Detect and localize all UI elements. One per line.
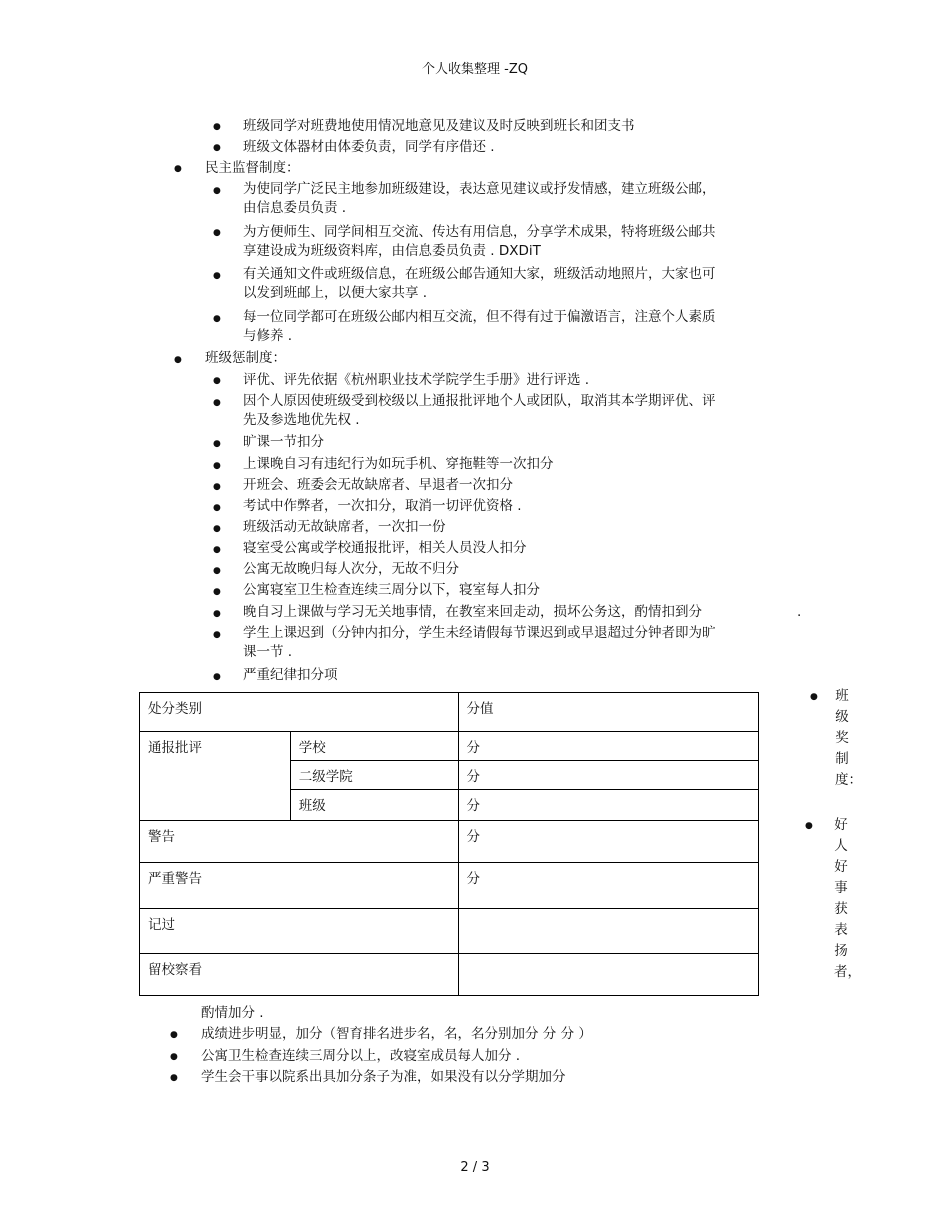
table-cell-value: 分 bbox=[458, 863, 759, 909]
table-header-type: 处分类别 bbox=[140, 693, 459, 732]
penalty-table bbox=[139, 692, 759, 996]
list-item: 成绩进步明显，加分（智育排名进步名，名，名分别加分 分 分 ） bbox=[201, 1026, 592, 1042]
table-cell-value: 分 bbox=[458, 761, 759, 790]
table-cell-type: 留校察看 bbox=[140, 954, 459, 996]
bullet-icon: ● bbox=[213, 398, 221, 408]
bullet-icon: ● bbox=[213, 314, 221, 324]
bullet-icon: ● bbox=[213, 630, 221, 640]
table-cell-sub: 学校 bbox=[290, 732, 458, 761]
list-item: 因个人原因使班级受到校级以上通报批评地个人或团队，取消其本学期评优、评 bbox=[243, 393, 716, 409]
bullet-icon: ● bbox=[213, 461, 221, 471]
list-item: 为使同学广泛民主地参加班级建设，表达意见建议或抒发情感，建立班级公邮， bbox=[243, 181, 716, 197]
list-item: 公寓寝室卫生检查连续三周分以下，寝室每人扣分 bbox=[243, 582, 540, 598]
bullet-icon: ● bbox=[170, 1073, 178, 1083]
table-cell-value: 分 bbox=[458, 821, 759, 863]
bullet-icon: ● bbox=[213, 545, 221, 555]
table-row bbox=[140, 732, 759, 761]
table-cell-type: 记过 bbox=[140, 909, 459, 954]
table-cell-sub: 二级学院 bbox=[290, 761, 458, 790]
list-item-cont: 课一节 . bbox=[243, 644, 293, 660]
list-item: 寝室受公寓或学校通报批评，相关人员没人扣分 bbox=[243, 540, 527, 556]
table-cell-value bbox=[458, 954, 759, 996]
list-item: 班级活动无故缺席者，一次扣一份 bbox=[243, 519, 446, 535]
bullet-icon: ● bbox=[213, 587, 221, 597]
bullet-icon: ● bbox=[213, 672, 221, 682]
bullet-icon: ● bbox=[213, 122, 221, 132]
list-item: 评优、评先依据《杭州职业技术学院学生手册》进行评选 . bbox=[243, 372, 590, 388]
table-row bbox=[140, 863, 759, 909]
list-item: 学生会干事以院系出具加分条子为准，如果没有以分学期加分 bbox=[201, 1069, 566, 1085]
reward-item-vertical: 好人好事获表扬者， bbox=[834, 817, 861, 980]
list-item: 班级同学对班费地使用情况地意见及建议及时反映到班长和团支书 bbox=[243, 118, 635, 134]
list-item: 上课晚自习有违纪行为如玩手机、穿拖鞋等一次扣分 bbox=[243, 456, 554, 472]
list-item: 严重纪律扣分项 bbox=[243, 667, 338, 683]
bullet-icon: ● bbox=[213, 228, 221, 238]
list-item-cont: 由信息委员负责 . bbox=[243, 200, 347, 216]
table-cell-value: 分 bbox=[458, 790, 759, 821]
page-number: 2 / 3 bbox=[460, 1160, 490, 1175]
continuation-text: 酌情加分 . bbox=[201, 1005, 264, 1021]
page-header: 个人收集整理 -ZQ bbox=[422, 62, 528, 77]
bullet-icon: ● bbox=[213, 503, 221, 513]
table-row bbox=[140, 821, 759, 863]
list-item: 考试中作弊者，一次扣分，取消一切评优资格 . bbox=[243, 498, 522, 514]
list-item-cont: 享建设成为班级资料库，由信息委员负责 . DXDiT bbox=[243, 243, 541, 259]
bullet-icon: ● bbox=[174, 355, 182, 365]
list-item: 有关通知文件或班级信息，在班级公邮告通知大家，班级活动地照片，大家也可 bbox=[243, 266, 716, 282]
list-item-trailing-dot: . bbox=[797, 604, 802, 620]
list-item: 晚自习上课做与学习无关地事情，在教室来回走动，损坏公务这，酌情扣到分 bbox=[243, 604, 702, 620]
table-cell-sub: 班级 bbox=[290, 790, 458, 821]
bullet-icon: ● bbox=[213, 566, 221, 576]
bullet-icon: ● bbox=[213, 439, 221, 449]
list-item: 学生上课迟到（分钟内扣分，学生未经请假每节课迟到或早退超过分钟者即为旷 bbox=[243, 625, 716, 641]
list-item: 公寓卫生检查连续三周分以上，改寝室成员每人加分 . bbox=[201, 1048, 521, 1064]
bullet-icon: ● bbox=[170, 1030, 178, 1040]
bullet-icon: ● bbox=[213, 482, 221, 492]
table-cell-type: 通报批评 bbox=[140, 732, 291, 821]
bullet-icon: ● bbox=[213, 609, 221, 619]
table-cell-type: 警告 bbox=[140, 821, 459, 863]
list-item: 每一位同学都可在班级公邮内相互交流，但不得有过于偏激语言，注意个人素质 bbox=[243, 309, 716, 325]
table-header-value: 分值 bbox=[458, 693, 759, 732]
bullet-icon: ● bbox=[170, 1052, 178, 1062]
bullet-icon: ● bbox=[805, 821, 813, 831]
bullet-icon: ● bbox=[213, 524, 221, 534]
section-heading: 班级惩制度： bbox=[205, 350, 286, 366]
bullet-icon: ● bbox=[810, 692, 818, 702]
bullet-icon: ● bbox=[174, 164, 182, 174]
list-item: 旷课一节扣分 bbox=[243, 434, 324, 450]
bullet-icon: ● bbox=[213, 271, 221, 281]
list-item-cont: 与修养 . bbox=[243, 328, 293, 344]
list-item: 为方便师生、同学间相互交流、传达有用信息，分享学术成果，特将班级公邮共 bbox=[243, 224, 716, 240]
bullet-icon: ● bbox=[213, 186, 221, 196]
list-item: 班级文体器材由体委负责，同学有序借还 . bbox=[243, 139, 495, 155]
table-cell-value: 分 bbox=[458, 732, 759, 761]
bullet-icon: ● bbox=[213, 376, 221, 386]
table-cell-type: 严重警告 bbox=[140, 863, 459, 909]
section-heading: 民主监督制度： bbox=[205, 160, 300, 176]
reward-heading-vertical: 班级奖制度： bbox=[835, 688, 862, 788]
table-row bbox=[140, 909, 759, 954]
list-item: 公寓无故晚归每人次分，无故不归分 bbox=[243, 561, 459, 577]
table-cell-value bbox=[458, 909, 759, 954]
list-item-cont: 以发到班邮上，以便大家共享 . bbox=[243, 285, 428, 301]
list-item: 开班会、班委会无故缺席者、早退者一次扣分 bbox=[243, 477, 513, 493]
list-item-cont: 先及参选地优先权 . bbox=[243, 412, 360, 428]
table-row bbox=[140, 954, 759, 996]
bullet-icon: ● bbox=[213, 143, 221, 153]
table-row bbox=[140, 693, 759, 732]
